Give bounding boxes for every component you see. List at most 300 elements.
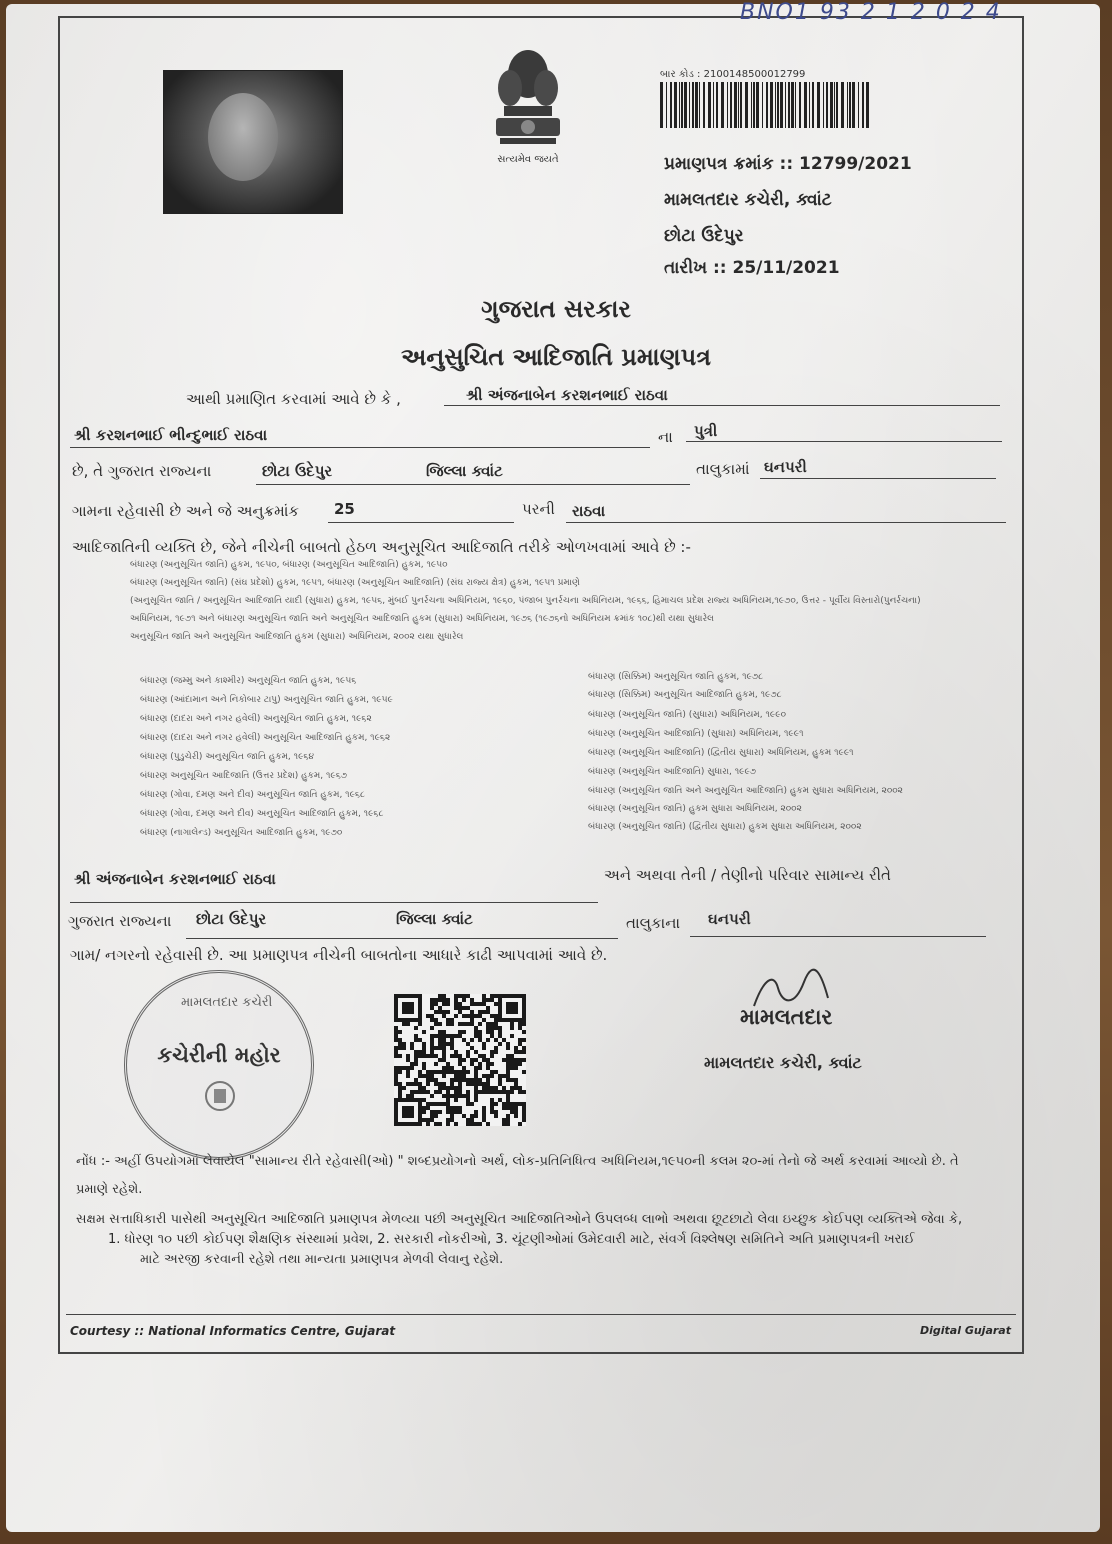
qr-module — [506, 1042, 510, 1046]
barcode-bar — [734, 82, 737, 128]
qr-module — [446, 1118, 450, 1122]
qr-module — [434, 1034, 438, 1038]
qr-module — [398, 1042, 402, 1046]
qr-module — [478, 1066, 482, 1070]
qr-module — [510, 1106, 514, 1110]
qr-module — [494, 1018, 498, 1022]
qr-module — [422, 1118, 426, 1122]
qr-module — [418, 1074, 422, 1078]
taluka-label: તાલુકામાં — [696, 460, 750, 478]
qr-module — [434, 1082, 438, 1086]
qr-module — [482, 998, 486, 1002]
qr-module — [446, 1010, 450, 1014]
qr-module — [466, 1078, 470, 1082]
qr-module — [518, 1062, 522, 1066]
qr-module — [458, 1002, 462, 1006]
qr-module — [414, 1034, 418, 1038]
qr-module — [506, 1078, 510, 1082]
qr-module — [454, 1014, 458, 1018]
barcode-bar — [674, 82, 677, 128]
qr-module — [426, 1090, 430, 1094]
qr-module — [510, 1062, 514, 1066]
qr-module — [498, 1082, 502, 1086]
qr-module — [466, 1102, 470, 1106]
qr-module — [434, 1102, 438, 1106]
qr-module — [506, 1046, 510, 1050]
qr-module — [478, 1082, 482, 1086]
qr-module — [454, 1034, 458, 1038]
qr-module — [470, 1062, 474, 1066]
qr-module — [454, 1070, 458, 1074]
qr-module — [438, 1022, 442, 1026]
qr-module — [418, 1054, 422, 1058]
order-right: બંધારણ (અનુસૂચિત જાતિ) હુકમ સુધારા અધિનિયમ, ૨૦૦૨ — [588, 804, 802, 814]
qr-module — [442, 1066, 446, 1070]
qr-module — [426, 1078, 430, 1082]
qr-module — [494, 1090, 498, 1094]
qr-module — [398, 1090, 402, 1094]
qr-module — [398, 1066, 402, 1070]
qr-module — [490, 1098, 494, 1102]
qr-module — [474, 1034, 478, 1038]
qr-module — [422, 1042, 426, 1046]
qr-module — [446, 1122, 450, 1126]
qr-module — [462, 1030, 466, 1034]
barcode-bar — [666, 82, 667, 128]
qr-module — [514, 1106, 518, 1110]
qr-module — [434, 998, 438, 1002]
qr-module — [470, 1022, 474, 1026]
qr-module — [426, 1106, 430, 1110]
qr-module — [454, 1106, 458, 1110]
barcode-bar — [738, 82, 739, 128]
qr-module — [478, 1078, 482, 1082]
barcode-bar — [826, 82, 828, 128]
qr-module — [470, 1118, 474, 1122]
barcode-bar — [862, 82, 864, 128]
qr-module — [438, 1030, 442, 1034]
qr-module — [506, 1062, 510, 1066]
barcode-bar — [804, 82, 807, 128]
qr-module — [402, 1022, 406, 1026]
underline — [328, 522, 514, 523]
qr-module — [418, 1050, 422, 1054]
qr-module — [450, 1106, 454, 1110]
qr-module — [502, 1122, 506, 1126]
order-left: બંધારણ (દાદરા અને નગર હવેલી) અનુસૂચિત આદિજાતિ હુકમ, ૧૯૬૨ — [140, 733, 391, 743]
barcode-bar — [785, 82, 786, 128]
barcode-bar — [830, 82, 833, 128]
qr-module — [458, 1106, 462, 1110]
qr-module — [510, 1078, 514, 1082]
barcode-bar — [780, 82, 783, 128]
barcode-bar — [823, 82, 824, 128]
qr-module — [438, 1070, 442, 1074]
qr-module — [462, 1014, 466, 1018]
barcode-bar — [762, 82, 763, 128]
qr-module — [438, 1122, 442, 1126]
qr-module — [450, 1114, 454, 1118]
qr-module — [494, 1014, 498, 1018]
order-left: બંધારણ (ગોવા, દમણ અને દીવ) અનુસૂચિત જાતિ હુકમ, ૧૯૬૮ — [140, 790, 365, 800]
order-right: બંધારણ (અનુસૂચિત જાતિ) (સુધારા) અધિનિયમ, ૧૯૯૦ — [588, 710, 786, 720]
underline — [186, 938, 618, 939]
order-line: બંધારણ (અનુસૂચિત જાતિ) હુકમ, ૧૯૫૦, બંધારણ (અનુસૂચિત આદિજાતિ) હુકમ, ૧૯૫૦ — [130, 560, 448, 570]
tribe-value: રાઠવા — [572, 502, 606, 520]
qr-module — [446, 1018, 450, 1022]
underline — [690, 936, 986, 937]
qr-module — [414, 1062, 418, 1066]
underline — [686, 441, 1002, 442]
qr-module — [414, 1038, 418, 1042]
qr-module — [486, 1062, 490, 1066]
order-left: બંધારણ (ગોવા, દમણ અને દીવ) અનુસૂચિત આદિજાતિ હુકમ, ૧૯૬૮ — [140, 809, 384, 819]
issue-date: તારીખ :: 25/11/2021 — [664, 258, 840, 278]
barcode-bar — [756, 82, 759, 128]
barcode-bar — [847, 82, 848, 128]
qr-module — [446, 1062, 450, 1066]
qr-module — [422, 1046, 426, 1050]
upar-text: પરની — [522, 500, 555, 518]
qr-module — [418, 1022, 422, 1026]
qr-module — [514, 1114, 518, 1118]
qr-module — [494, 1038, 498, 1042]
qr-module — [510, 1054, 514, 1058]
qr-module — [462, 1074, 466, 1078]
qr-module — [470, 1010, 474, 1014]
note-line-1: નોંધ :- અહીં ઉપયોગમાં લેવાયેલ "સામાન્ય રીતે રહેવાસી(ઓ) " શબ્દપ્રયોગનો અર્થ, લોક-પ્રતિનિધિત્વ અધિનિયમ,૧૯૫૦ની કલમ ૨૦-માં તેનો જે અર્થ કરવામાં આવ્યો છે. તે — [76, 1154, 959, 1169]
qr-module — [458, 1078, 462, 1082]
qr-module — [394, 1050, 398, 1054]
qr-module — [478, 1038, 482, 1042]
qr-module — [494, 1026, 498, 1030]
qr-module — [494, 1110, 498, 1114]
qr-module — [430, 1074, 434, 1078]
state-prefix: ગુજરાત રાજ્યના — [68, 912, 172, 930]
qr-module — [394, 1066, 398, 1070]
qr-module — [418, 1070, 422, 1074]
qr-module — [454, 998, 458, 1002]
qr-module — [466, 1098, 470, 1102]
qr-module — [486, 1010, 490, 1014]
underline — [70, 447, 650, 448]
qr-module — [434, 1010, 438, 1014]
qr-module — [462, 1022, 466, 1026]
qr-module — [498, 1034, 502, 1038]
qr-module — [426, 1054, 430, 1058]
underline — [256, 484, 432, 485]
qr-module — [438, 1086, 442, 1090]
barcode-bar — [751, 82, 752, 128]
qr-module — [490, 1054, 494, 1058]
qr-module — [474, 1090, 478, 1094]
qr-module — [446, 1102, 450, 1106]
qr-module — [510, 1066, 514, 1070]
qr-module — [498, 1078, 502, 1082]
qr-module — [474, 1066, 478, 1070]
barcode-bar — [817, 82, 820, 128]
jilla-value: જિલ્લા ક્વાંટ — [426, 462, 503, 480]
village-value: ઘનપરી — [764, 458, 807, 476]
na-text: ના — [658, 428, 673, 446]
qr-module — [506, 1066, 510, 1070]
qr-module — [478, 1090, 482, 1094]
order-left: બંધારણ (નાગાલેન્ડ) અનુસૂચિત આદિજાતિ હુકમ, ૧૯૭૦ — [140, 828, 343, 838]
qr-module — [438, 1010, 442, 1014]
qr-module — [518, 1050, 522, 1054]
qr-module — [458, 1058, 462, 1062]
qr-module — [446, 1110, 450, 1114]
qr-module — [438, 1090, 442, 1094]
qr-module — [450, 1086, 454, 1090]
qr-module — [398, 1070, 402, 1074]
qr-module — [486, 1026, 490, 1030]
qr-module — [398, 1054, 402, 1058]
qr-module — [438, 998, 442, 1002]
recognition-text: આદિજાતિની વ્યક્તિ છે, જેને નીચેની બાબતો હેઠળ અનુસૂચિત આદિજાતિ તરીકે ઓળખવામાં આવે છે :- — [72, 538, 691, 556]
qr-module — [490, 1014, 494, 1018]
qr-module — [442, 1042, 446, 1046]
barcode-bar — [730, 82, 732, 128]
qr-module — [466, 1090, 470, 1094]
qr-module — [486, 1086, 490, 1090]
qr-module — [414, 1026, 418, 1030]
district-name: છોટા ઉદેપુર — [664, 226, 744, 246]
qr-module — [394, 1046, 398, 1050]
order-right: બંધારણ (અનુસૂચિત આદિજાતિ) (દ્વિતીય સુધારા) અધિનિયમ, હુકમ ૧૯૯૧ — [588, 748, 854, 758]
qr-module — [458, 1010, 462, 1014]
qr-module — [438, 1034, 442, 1038]
qr-module — [474, 1114, 478, 1118]
qr-module — [462, 1070, 466, 1074]
qr-module — [474, 1098, 478, 1102]
qr-module — [450, 1070, 454, 1074]
qr-module — [502, 1086, 506, 1090]
qr-module — [422, 1074, 426, 1078]
qr-module — [522, 1114, 526, 1118]
qr-module — [506, 1106, 510, 1110]
qr-module — [506, 1058, 510, 1062]
qr-module — [438, 1042, 442, 1046]
qr-module — [474, 1026, 478, 1030]
qr-module — [418, 1082, 422, 1086]
qr-module — [478, 1022, 482, 1026]
qr-module — [434, 1002, 438, 1006]
qr-module — [422, 1054, 426, 1058]
qr-module — [494, 1050, 498, 1054]
resident-taluka-label: તાલુકાના — [626, 914, 681, 932]
qr-module — [474, 1014, 478, 1018]
qr-module — [478, 1122, 482, 1126]
qr-module — [514, 1062, 518, 1066]
qr-module — [414, 1090, 418, 1094]
qr-module — [430, 1054, 434, 1058]
qr-module — [486, 1058, 490, 1062]
underline — [566, 522, 1006, 523]
qr-module — [446, 1094, 450, 1098]
qr-module — [422, 1086, 426, 1090]
qr-module — [458, 1110, 462, 1114]
qr-module — [442, 1034, 446, 1038]
qr-module — [422, 1030, 426, 1034]
qr-module — [438, 1006, 442, 1010]
qr-module — [414, 1054, 418, 1058]
qr-module — [442, 998, 446, 1002]
order-line: અનુસૂચિત જાતિ અને અનુસૂચિત આદિજાતિ હુકમ (સુધારા) અધિનિયમ, ૨૦૦૨ યથા સુધારેલ — [130, 632, 464, 642]
qr-module — [482, 1046, 486, 1050]
qr-module — [506, 1122, 510, 1126]
qr-module — [410, 1090, 414, 1094]
qr-module — [514, 1050, 518, 1054]
qr-module — [394, 1074, 398, 1078]
qr-module — [514, 1058, 518, 1062]
barcode-bar — [775, 82, 776, 128]
qr-module — [398, 1046, 402, 1050]
qr-module — [514, 1078, 518, 1082]
qr-module — [446, 1002, 450, 1006]
qr-module — [430, 1034, 434, 1038]
qr-module — [394, 1078, 398, 1082]
qr-module — [470, 1114, 474, 1118]
qr-module — [506, 1002, 518, 1014]
qr-module — [510, 1058, 514, 1062]
qr-module — [414, 1058, 418, 1062]
qr-module — [458, 1070, 462, 1074]
qr-module — [506, 1118, 510, 1122]
qr-module — [446, 1034, 450, 1038]
qr-module — [454, 1002, 458, 1006]
signatory-office: મામલતદાર કચેરી, ક્વાંટ — [704, 1053, 862, 1072]
order-left: બંધારણ અનુસૂચિત આદિજાતિ (ઉત્તર પ્રદેશ) હુકમ, ૧૯૬૭ — [140, 771, 347, 781]
qr-module — [398, 1086, 402, 1090]
qr-module — [450, 1054, 454, 1058]
office-seal — [124, 970, 314, 1160]
qr-module — [422, 1098, 426, 1102]
qr-module — [498, 1074, 502, 1078]
qr-module — [450, 1018, 454, 1022]
qr-module — [522, 1110, 526, 1114]
qr-module — [458, 1074, 462, 1078]
issuing-office: મામલતદાર કચેરી, ક્વાંટ — [664, 190, 832, 210]
qr-module — [462, 1094, 466, 1098]
order-right: બંધારણ (અનુસૂચિત આદિજાતિ) સુધારા, ૧૯૯૭ — [588, 767, 757, 777]
barcode — [660, 82, 872, 128]
qr-module — [458, 1090, 462, 1094]
barcode-bar — [716, 82, 718, 128]
qr-module — [462, 1006, 466, 1010]
qr-module — [494, 1002, 498, 1006]
qr-module — [486, 1030, 490, 1034]
qr-module — [442, 1094, 446, 1098]
qr-module — [482, 1090, 486, 1094]
barcode-bar — [849, 82, 851, 128]
qr-module — [398, 1030, 402, 1034]
qr-module — [470, 1014, 474, 1018]
qr-module — [502, 1074, 506, 1078]
resident-village: ઘનપરી — [708, 910, 751, 928]
qr-module — [446, 1022, 450, 1026]
qr-module — [506, 1074, 510, 1078]
qr-module — [502, 1118, 506, 1122]
qr-module — [522, 1070, 526, 1074]
qr-module — [462, 1066, 466, 1070]
qr-module — [410, 1094, 414, 1098]
qr-module — [522, 1058, 526, 1062]
qr-module — [402, 1042, 406, 1046]
qr-module — [426, 1070, 430, 1074]
qr-module — [462, 1078, 466, 1082]
barcode-bar — [670, 82, 672, 128]
qr-module — [434, 1110, 438, 1114]
qr-module — [510, 1022, 514, 1026]
qr-module — [442, 1074, 446, 1078]
closing-text: ગામ/ નગરનો રહેવાસી છે. આ પ્રમાણપત્ર નીચેની બાબતોના આધારે કાઢી આપવામાં આવે છે. — [70, 946, 608, 964]
qr-module — [522, 1102, 526, 1106]
qr-module — [490, 1110, 494, 1114]
qr-module — [418, 1090, 422, 1094]
barcode-bar — [809, 82, 810, 128]
qr-module — [482, 1118, 486, 1122]
qr-module — [454, 994, 458, 998]
seal-ring-text: મામલતદાર કચેરી — [181, 995, 273, 1010]
qr-module — [482, 1010, 486, 1014]
qr-module — [474, 1002, 478, 1006]
barcode-bar — [699, 82, 700, 128]
qr-module — [422, 1090, 426, 1094]
qr-module — [438, 1038, 442, 1042]
barcode-bar — [799, 82, 801, 128]
qr-module — [446, 1090, 450, 1094]
qr-module — [486, 1006, 490, 1010]
underline — [444, 405, 1000, 406]
qr-module — [450, 1022, 454, 1026]
qr-module — [514, 1066, 518, 1070]
barcode-bar — [777, 82, 779, 128]
courtesy-text: Courtesy :: National Informatics Centre, Gujarat — [70, 1324, 396, 1338]
qr-module — [410, 1082, 414, 1086]
qr-module — [470, 1018, 474, 1022]
qr-module — [442, 1058, 446, 1062]
qr-module — [514, 1046, 518, 1050]
relation-value: પુત્રી — [694, 422, 718, 440]
order-left: બંધારણ (પુડુચેરી) અનુસૂચિત જાતિ હુકમ, ૧૯૬૪ — [140, 752, 315, 762]
resident-name: શ્રી અંજનાબેન કરશનભાઈ રાઠવા — [74, 870, 276, 888]
qr-module — [454, 1078, 458, 1082]
qr-module — [486, 998, 490, 1002]
order-right: બંધારણ (અનુસૂચિત જાતિ અને અનુસૂચિત આદિજાતિ) હુકમ સુધારા અધિનિયમ, ૨૦૦૨ — [588, 786, 903, 796]
qr-module — [482, 1058, 486, 1062]
qr-module — [434, 1070, 438, 1074]
government-title: ગુજરાત સરકાર — [481, 295, 631, 323]
qr-module — [474, 1030, 478, 1034]
barcode-bar — [791, 82, 794, 128]
qr-module — [510, 1026, 514, 1030]
qr-module — [458, 1082, 462, 1086]
qr-module — [490, 994, 494, 998]
qr-module — [518, 1102, 522, 1106]
qr-module — [494, 1086, 498, 1090]
qr-module — [478, 1034, 482, 1038]
qr-module — [470, 998, 474, 1002]
underline — [70, 902, 598, 903]
barcode-bar — [852, 82, 855, 128]
qr-module — [426, 1074, 430, 1078]
barcode-bar — [708, 82, 711, 128]
qr-module — [410, 1042, 414, 1046]
qr-module — [434, 1022, 438, 1026]
qr-module — [446, 998, 450, 1002]
qr-module — [430, 1050, 434, 1054]
